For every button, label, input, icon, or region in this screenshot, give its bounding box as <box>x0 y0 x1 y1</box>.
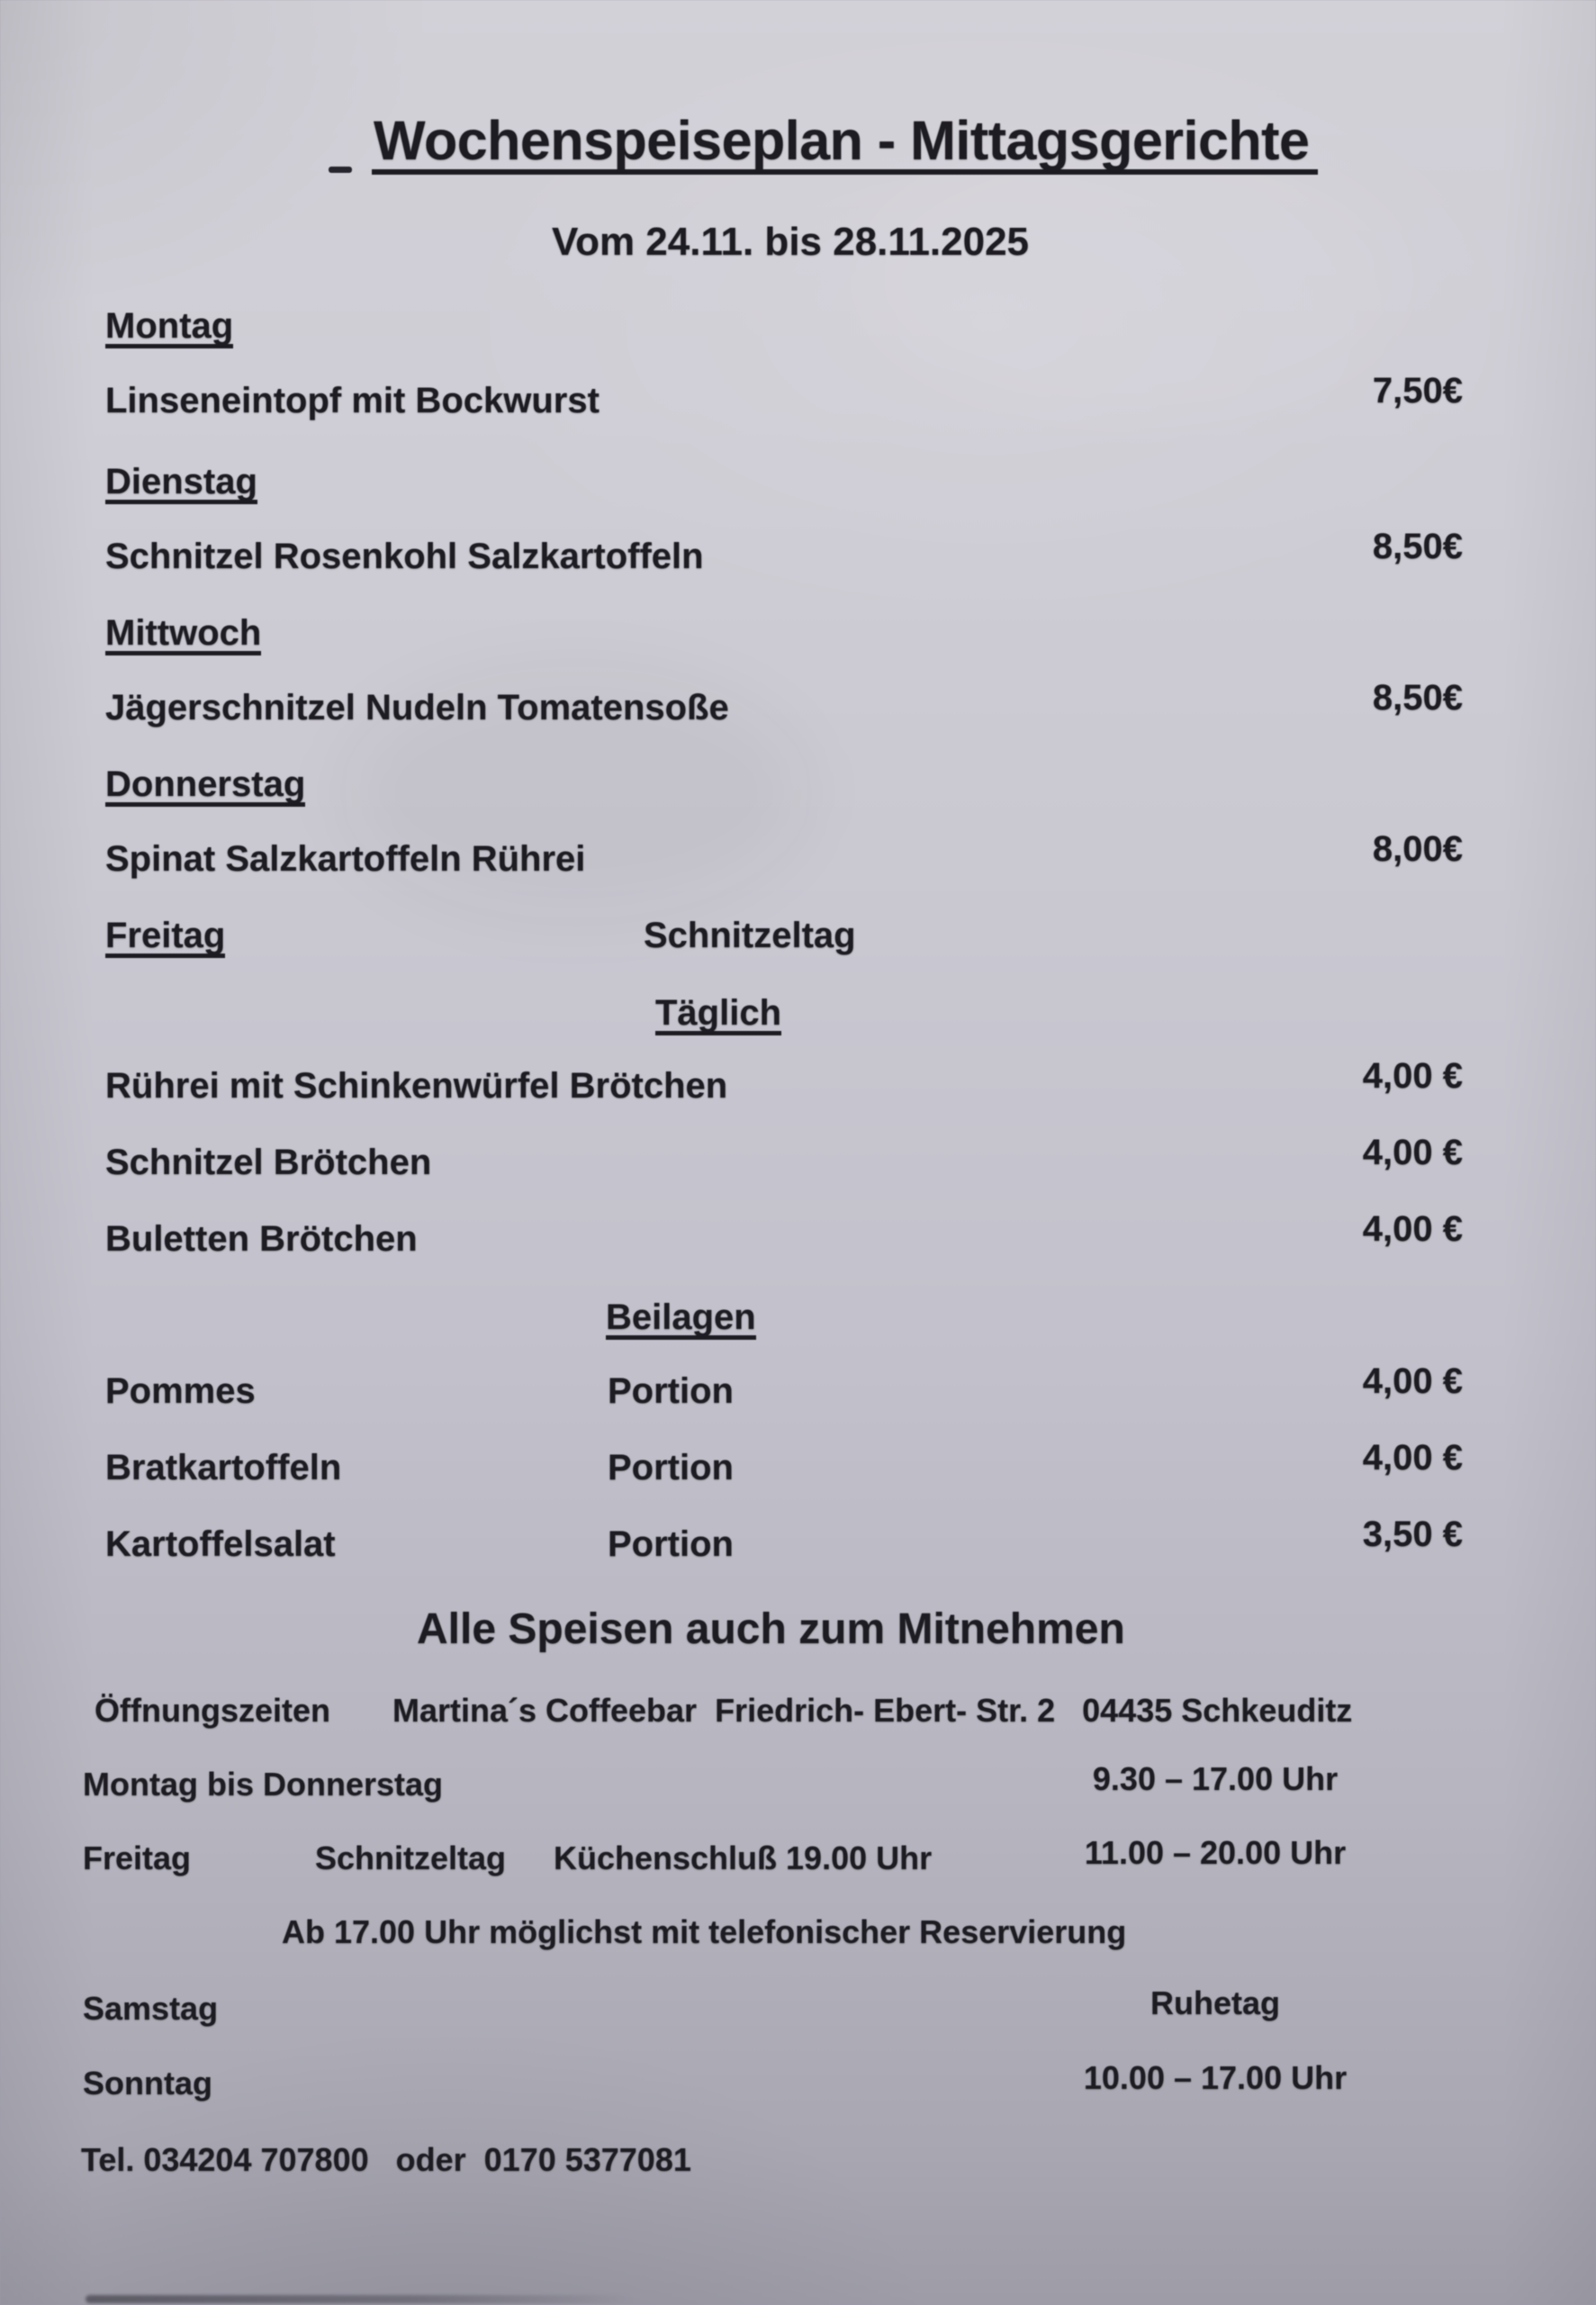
page-title-text: Wochenspeiseplan - Mittagsgerichte <box>372 113 1318 175</box>
side-unit: Portion <box>608 1371 734 1411</box>
dish-name: Spinat Salzkartoffeln Rührei <box>105 839 586 879</box>
dish-price: 7,50€ <box>1372 371 1463 411</box>
reservation-note: Ab 17.00 Uhr möglichst mit telefonischer Reservierung <box>282 1913 1127 1950</box>
page-title <box>374 110 1318 175</box>
dish-price: 4,00 € <box>1362 1056 1463 1096</box>
venue-address: Martina´s Coffeebar Friedrich- Ebert- Str. 2 04435 Schkeuditz <box>392 1692 1353 1729</box>
hours-time: 9.30 – 17.00 Uhr <box>1092 1760 1339 1797</box>
side-price: 4,00 € <box>1362 1361 1463 1401</box>
dish-name: Buletten Brötchen <box>105 1219 418 1259</box>
dish-price: 8,50€ <box>1372 527 1463 566</box>
side-price: 4,00 € <box>1362 1438 1463 1478</box>
date-range: Vom 24.11. bis 28.11.2025 <box>552 220 1030 264</box>
dish-price: 4,00 € <box>1362 1133 1463 1172</box>
hours-label: Sonntag <box>83 2065 212 2102</box>
fri-note: Schnitzeltag <box>315 1839 507 1876</box>
dish-name: Schnitzel Rosenkohl Salzkartoffeln <box>105 537 704 576</box>
paper-bottom-edge-shadow <box>86 2295 635 2303</box>
day-heading-montag: Montag <box>105 308 233 348</box>
dish-name: Rührei mit Schinkenwürfel Brötchen <box>105 1066 728 1106</box>
day-heading-dienstag: Dienstag <box>105 464 257 504</box>
sides-heading: Beilagen <box>606 1299 756 1340</box>
day-heading-donnerstag: Donnerstag <box>105 766 305 807</box>
takeaway-note: Alle Speisen auch zum Mitnehmen <box>417 1605 1125 1653</box>
side-name: Bratkartoffeln <box>105 1448 342 1487</box>
hours-label: Freitag <box>83 1839 192 1876</box>
day-heading-freitag: Freitag <box>105 917 225 958</box>
dish-name: Linseneintopf mit Bockwurst <box>105 381 600 420</box>
hours-time: Ruhetag <box>1150 1984 1280 2021</box>
dish-price: 8,00€ <box>1372 829 1463 869</box>
dish-price: 4,00 € <box>1362 1209 1463 1249</box>
dish-name: Schnitzel Brötchen <box>105 1143 432 1182</box>
side-unit: Portion <box>608 1524 734 1564</box>
hours-label: Samstag <box>83 1990 219 2027</box>
fri-kitchen-close: Küchenschluß 19.00 Uhr <box>554 1839 933 1876</box>
side-name: Pommes <box>105 1371 256 1411</box>
side-name: Kartoffelsalat <box>105 1524 336 1564</box>
day-heading-mittwoch: Mittwoch <box>105 615 261 655</box>
daily-heading: Täglich <box>655 995 781 1035</box>
stray-dash-mark <box>329 167 352 173</box>
side-price: 3,50 € <box>1362 1514 1463 1554</box>
opening-hours-label: Öffnungszeiten <box>95 1692 330 1729</box>
side-unit: Portion <box>608 1448 734 1487</box>
hours-label: Montag bis Donnerstag <box>83 1766 444 1803</box>
hours-time: 10.00 – 17.00 Uhr <box>1083 2059 1348 2096</box>
dish-price: 8,50€ <box>1372 678 1463 718</box>
phone-number: Tel. 034204 707800 oder 0170 5377081 <box>81 2141 691 2178</box>
hours-time: 11.00 – 20.00 Uhr <box>1084 1834 1347 1871</box>
freitag-note: Schnitzeltag <box>644 916 856 955</box>
paper-highlight <box>855 135 1413 423</box>
dish-name: Jägerschnitzel Nudeln Tomatensoße <box>105 688 729 728</box>
